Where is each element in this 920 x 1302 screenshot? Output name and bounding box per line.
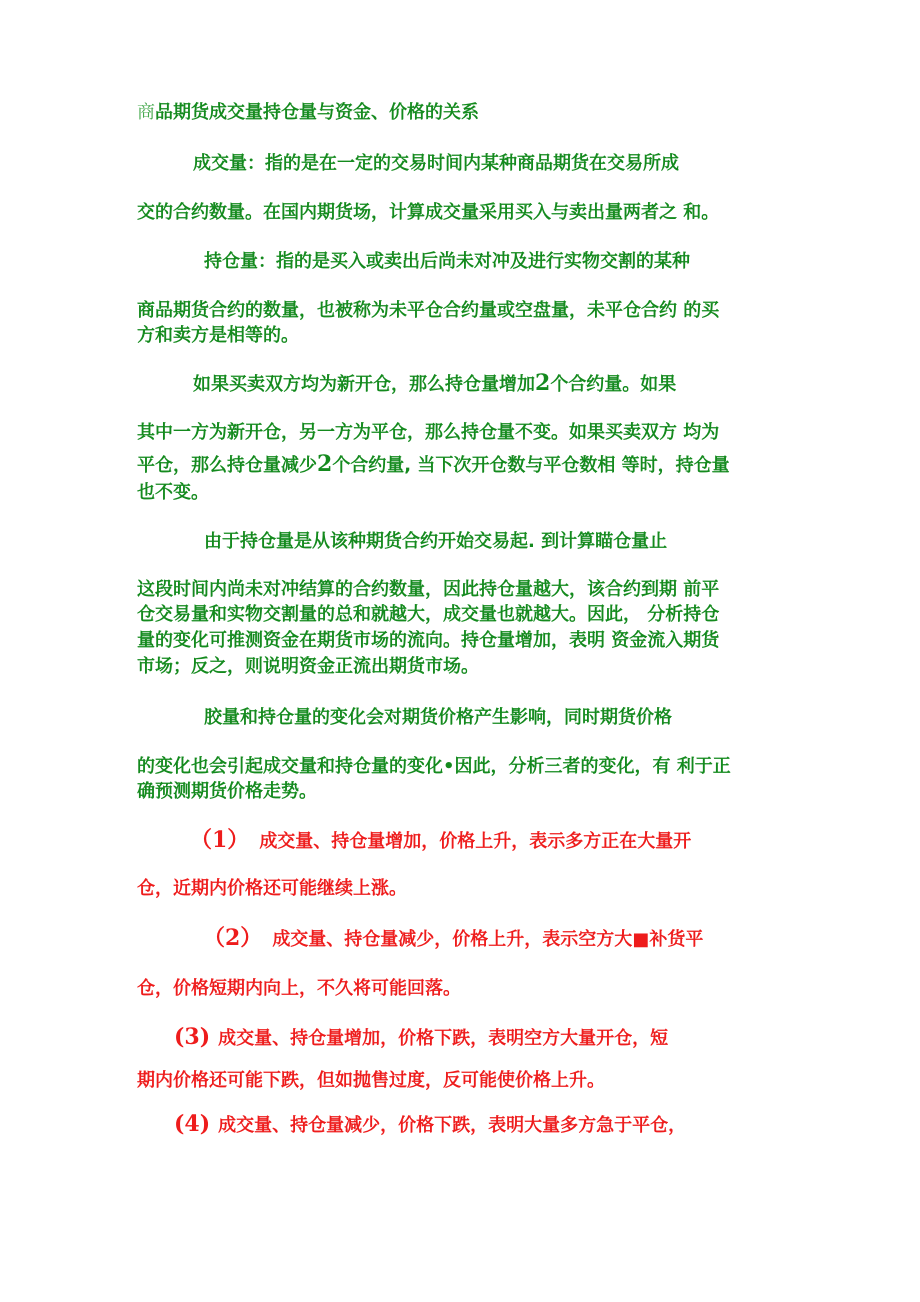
para4-line3: 仓交易量和实物交割量的总和就越大，成交量也就越大。因此， 分析持仓 (137, 604, 720, 625)
para3-line4: 也不变。 (137, 482, 209, 503)
case1-line1 (190, 828, 691, 854)
para3-line3 (137, 452, 730, 478)
case1-line2: 仓，近期内价格还可能继续上涨。 (137, 878, 407, 899)
para3-line1-b: 个合约量。如果 (550, 374, 677, 395)
case1-text: 成交量、持仓量增加，价格上升，表示多方正在大量开 (259, 831, 692, 852)
document-title (137, 101, 479, 125)
case2-line1 (203, 926, 703, 952)
case3-text: 成交量、持仓量增加，价格下跌，表明空方大量开仓，短 (218, 1028, 669, 1049)
para4-line4: 量的变化可推测资金在期货市场的流向。持仓量增加，表明 资金流入期货 (137, 630, 720, 651)
case3-marker: (3) (174, 1024, 211, 1050)
para5-line2: 的变化也会引起成交量和持仓量的变化•因此，分析三者的变化，有 利于正 (137, 756, 731, 777)
para5-line3: 确预测期货价格走势。 (137, 781, 317, 802)
para2-line1: 持仓量：指的是买入或卖出后尚未对冲及进行实物交割的某种 (204, 251, 690, 272)
title-text: 品期货成交量持仓量与资金、价格的关系 (155, 102, 479, 123)
para3-line1 (193, 371, 676, 397)
case3-line1 (174, 1025, 668, 1051)
para3-line3-num: 2 (317, 451, 333, 477)
para1-line1: 成交量：指的是在一定的交易时间内某种商品期货在交易所成 (193, 153, 679, 174)
para3-line3-a: 平仓，那么持仓量减少 (137, 455, 317, 476)
case2-marker: （2） (203, 925, 263, 951)
case2-line2: 仓，价格短期内向上，不久将可能回落。 (137, 978, 461, 999)
case4-line1 (174, 1112, 686, 1138)
para1-line2: 交的合约数量。在国内期货场，计算成交量采用买入与卖出量两者之 和。 (137, 202, 720, 223)
para3-line2: 其中一方为新开仓，另一方为平仓，那么持仓量不变。如果买卖双方 均为 (137, 422, 720, 443)
case4-text: 成交量、持仓量减少，价格下跌，表明大量多方急于平仓， (218, 1115, 687, 1136)
para3-line1-a: 如果买卖双方均为新开仓，那么持仓量增加 (193, 374, 535, 395)
para4-line5: 市场；反之，则说明资金正流出期货市场。 (137, 656, 479, 677)
para3-line1-num: 2 (535, 370, 551, 396)
para2-line3: 方和卖方是相等的。 (137, 325, 299, 346)
case2-text: 成交量、持仓量减少，价格上升，表示空方大■补货平 (272, 929, 704, 950)
para4-line2: 这段时间内尚未对冲结算的合约数量，因此持仓量越大，该合约到期 前平 (137, 579, 720, 600)
para4-line1: 由于持仓量是从该种期货合约开始交易起. 到计算瞄仓量止 (204, 531, 668, 552)
case3-line2: 期内价格还可能下跌，但如抛售过度，反可能使价格上升。 (137, 1070, 605, 1091)
case4-marker: (4) (174, 1111, 211, 1137)
case1-marker: （1） (190, 827, 250, 853)
title-first-char: 商 (137, 102, 155, 123)
para2-line2: 商品期货合约的数量，也被称为未平仓合约量或空盘量，未平仓合约 的买 (137, 300, 720, 321)
para5-line1: 胶量和持仓量的变化会对期货价格产生影响，同时期货价格 (204, 707, 672, 728)
para3-line3-b: 个合约量, 当下次开仓数与平仓数相 等时，持仓量 (332, 455, 730, 476)
